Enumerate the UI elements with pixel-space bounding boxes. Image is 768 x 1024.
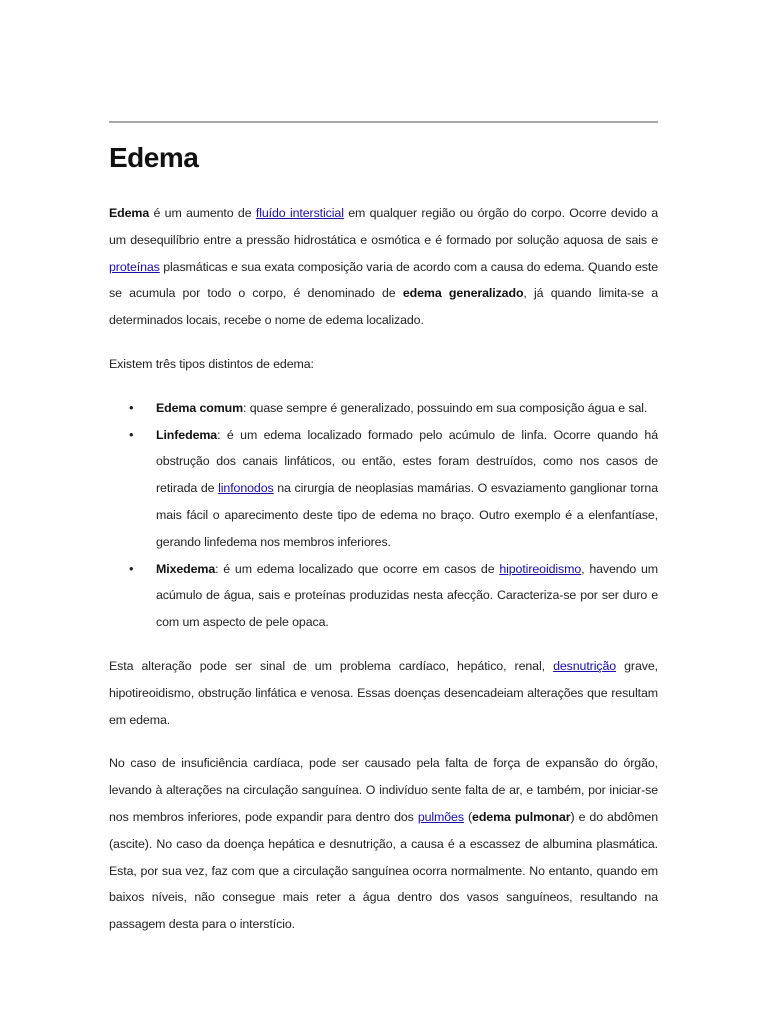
link-fluido-intersticial[interactable]: fluído intersticial bbox=[255, 206, 344, 220]
bold-term-edema: Edema bbox=[109, 206, 150, 220]
list-item-linfedema bbox=[109, 422, 658, 556]
top-divider bbox=[109, 121, 658, 123]
link-proteinas[interactable]: proteínas bbox=[109, 259, 160, 274]
types-intro-paragraph: Existem três tipos distintos de edema: bbox=[109, 356, 314, 371]
text-span: grave, hipotireoidismo, obstrução linfática e venosa. Essas doenças desencadeiam alterações que resultam em edema. bbox=[109, 658, 658, 727]
cardiac-paragraph bbox=[109, 750, 658, 938]
text-span: , havendo um acúmulo de água, sais e proteínas produzidas nesta afecção. Caracteriza-se por ser duro e com um aspecto de pele opaca. bbox=[156, 561, 658, 630]
text-span: em qualquer região ou órgão do corpo. Ocorre devido a um desequilíbrio entre a pressão hidrostática e osmótica e é formado por solução aquosa de sais e bbox=[109, 206, 658, 247]
text-span: ( bbox=[463, 809, 473, 824]
text-span: , já quando limita-se a determinados locais, recebe o nome de edema localizado. bbox=[109, 286, 658, 328]
link-pulmoes[interactable]: pulmões bbox=[417, 809, 464, 824]
causes-paragraph bbox=[109, 653, 658, 733]
text-span: na cirurgia de neoplasias mamárias. O esvaziamento ganglionar torna mais fácil o aparecimento deste tipo de edema no braço. Outro exemplo é a elenfantíase, gerando linfedema nos membros inferiores. bbox=[156, 481, 658, 549]
list-term: Linfedema bbox=[156, 427, 218, 442]
bold-edema-pulmonar: edema pulmonar bbox=[472, 809, 571, 824]
text-span: é um aumento de bbox=[149, 206, 256, 220]
text-span: : é um edema localizado formado pelo acúmulo de linfa. Ocorre quando há obstrução dos canais linfáticos, ou então, estes foram destruídos, como nos casos de retirada de bbox=[156, 427, 658, 496]
link-linfonodos[interactable]: linfonodos bbox=[218, 481, 274, 496]
text-span: No caso de insuficiência cardíaca, pode ser causado pela falta de força de expansão do órgão, levando à alterações na circulação sanguínea. O indivíduo sente falta de ar, e também, por iniciar-se nos membros inferiores, pode expandir para dentro dos bbox=[109, 756, 658, 824]
text-span: Esta alteração pode ser sinal de um problema cardíaco, hepático, renal, bbox=[109, 658, 554, 673]
text-span: : quase sempre é generalizado, possuindo em sua composição água e sal. bbox=[243, 400, 648, 415]
list-term: Mixedema bbox=[156, 561, 216, 576]
intro-paragraph bbox=[109, 200, 658, 334]
list-term: Edema comum bbox=[156, 400, 244, 415]
list-item-mixedema bbox=[109, 556, 658, 636]
list-item-edema-comum bbox=[109, 395, 658, 422]
text-span: ) e do abdômen (ascite). No caso da doença hepática e desnutrição, a causa é a escassez de albumina plasmática. Esta, por sua vez, faz com que a circulação sanguínea ocorra normalmente. No entanto, quando em baixos níveis, não consegue mais reter a água dentro dos vasos sanguíneos, resultando na passagem desta para o interstício. bbox=[109, 809, 659, 932]
edema-types-list bbox=[109, 395, 658, 636]
link-desnutricao[interactable]: desnutrição bbox=[553, 658, 617, 673]
article-body bbox=[109, 200, 658, 938]
text-span: : é um edema localizado que ocorre em casos de bbox=[215, 561, 500, 576]
bold-edema-generalizado: edema generalizado bbox=[402, 286, 524, 301]
link-hipotireoidismo[interactable]: hipotireoidismo bbox=[499, 561, 582, 576]
text-span: plasmáticas e sua exata composição varia de acordo com a causa do edema. Quando este se acumula por todo o corpo, é denominado de bbox=[109, 259, 658, 301]
page-title: Edema bbox=[109, 142, 199, 173]
